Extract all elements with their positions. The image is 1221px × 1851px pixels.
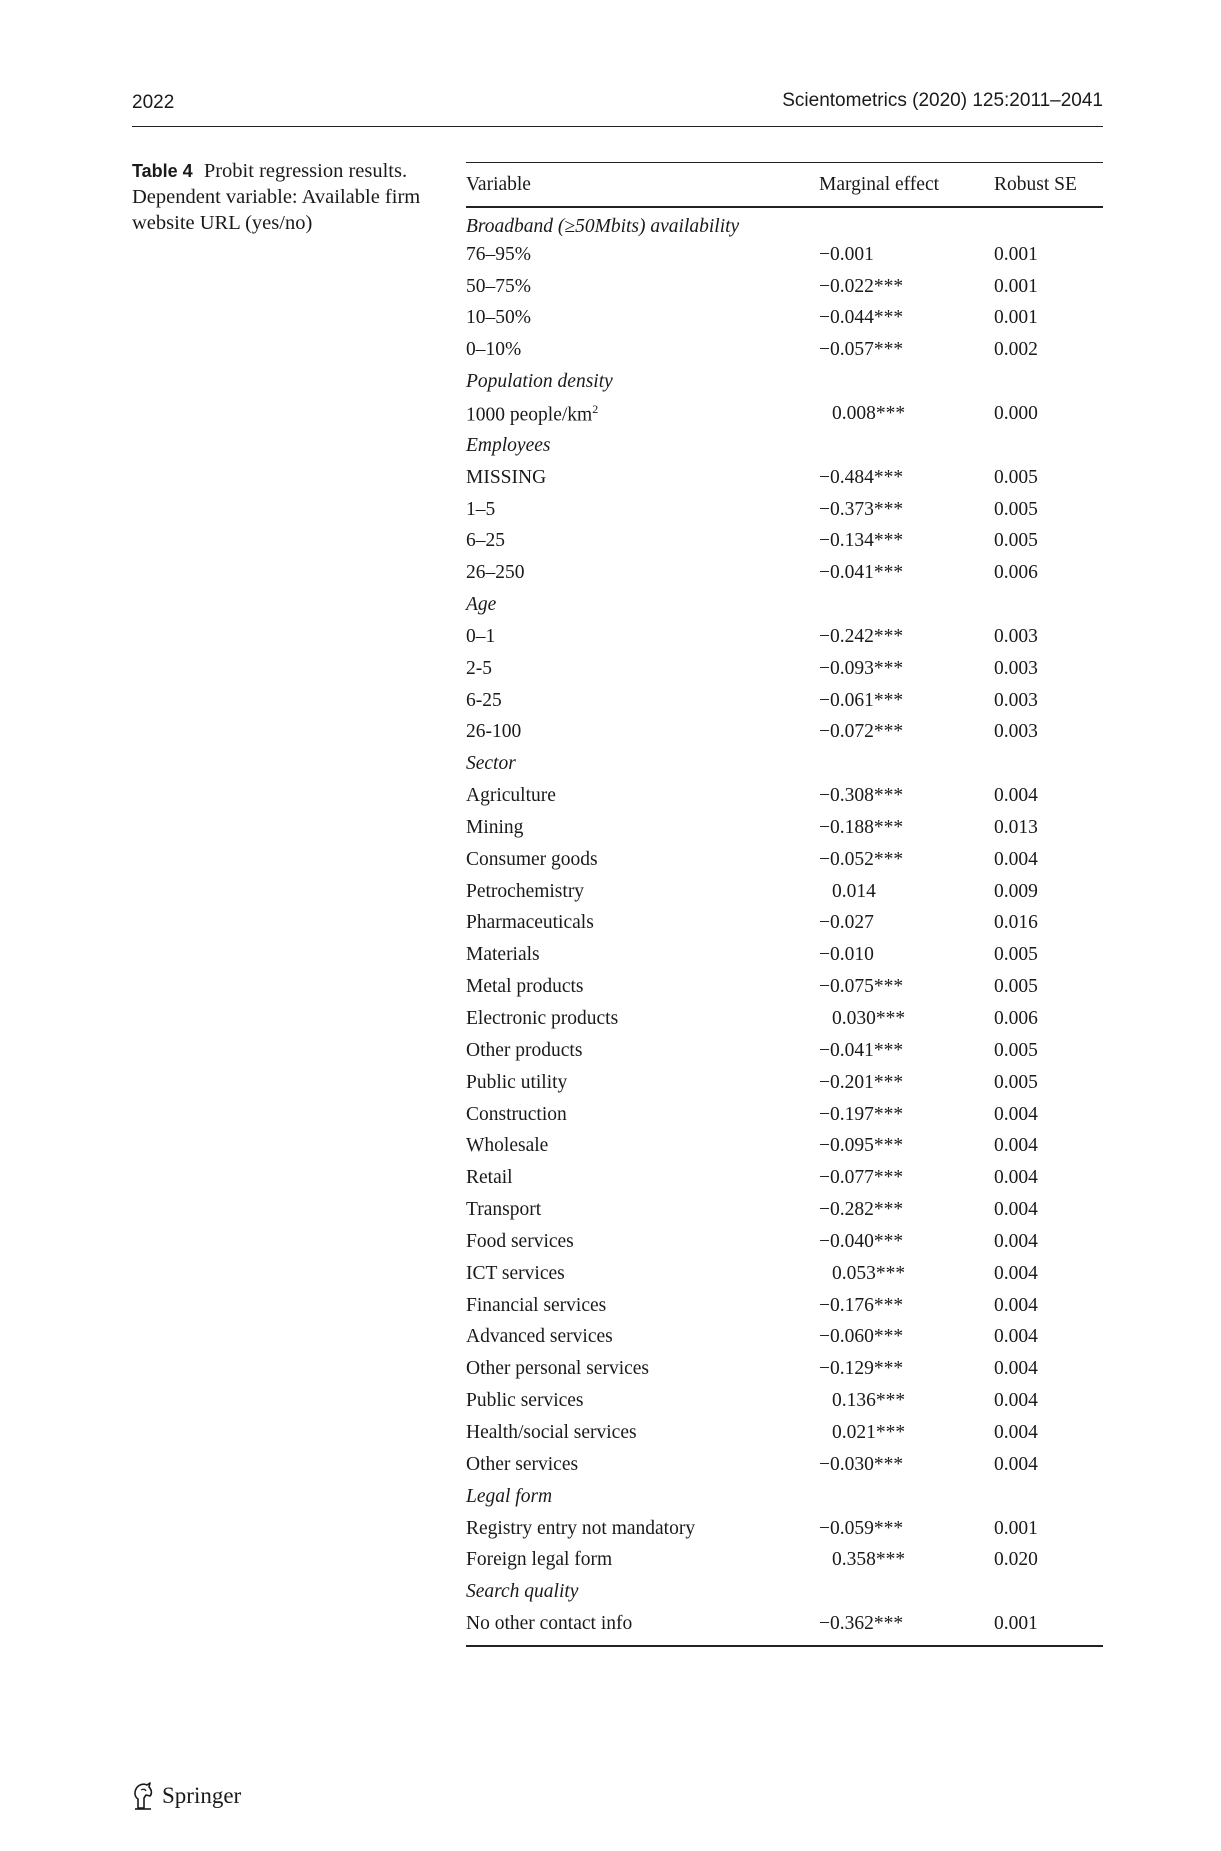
variable-label: Construction	[466, 1103, 567, 1125]
group-label: Legal form	[466, 1485, 553, 1507]
robust-se-cell: 0.004	[994, 1358, 1038, 1380]
variable-cell	[466, 398, 819, 430]
column-header-robust-se: Robust SE	[994, 173, 1077, 195]
robust-se-cell: 0.001	[994, 1613, 1038, 1635]
marginal-effect-cell	[819, 462, 994, 494]
variable-cell	[466, 1417, 819, 1449]
table-row	[466, 1322, 1103, 1354]
page-number: 2022	[132, 92, 175, 113]
variable-cell	[466, 1194, 819, 1226]
table-row	[466, 908, 1103, 940]
regression-table	[466, 162, 1103, 1640]
variable-label: Other products	[466, 1039, 583, 1061]
variable-label: 6–25	[466, 530, 505, 552]
variable-cell	[466, 1449, 819, 1481]
robust-se-cell: 0.004	[994, 1230, 1038, 1252]
marginal-effect-cell	[819, 1226, 994, 1258]
marginal-effect-value: −0.197***	[819, 1103, 904, 1125]
table-row	[466, 876, 1103, 908]
variable-cell	[466, 1385, 819, 1417]
variable-label: MISSING	[466, 466, 547, 488]
marginal-effect-cell	[819, 844, 994, 876]
variable-cell	[466, 1353, 819, 1385]
variable-label: Pharmaceuticals	[466, 912, 594, 934]
table-bottom-rule	[466, 1645, 1103, 1647]
table-group-row	[466, 1481, 1103, 1513]
table-row	[466, 685, 1103, 717]
table-row	[466, 557, 1103, 589]
robust-se-cell: 0.001	[994, 307, 1038, 329]
variable-cell	[466, 844, 819, 876]
variable-label: 50–75%	[466, 275, 531, 297]
table-row	[466, 1130, 1103, 1162]
marginal-effect-cell	[819, 780, 994, 812]
marginal-effect-value: −0.134***	[819, 530, 904, 552]
variable-cell	[466, 1035, 819, 1067]
robust-se-cell: 0.006	[994, 562, 1038, 584]
variable-label: Health/social services	[466, 1421, 637, 1443]
marginal-effect-value: −0.061***	[819, 689, 904, 711]
publisher-footer	[132, 1782, 241, 1810]
variable-cell	[466, 1130, 819, 1162]
variable-cell	[466, 1003, 819, 1035]
marginal-effect-value: −0.484***	[819, 466, 904, 488]
marginal-effect-cell	[819, 1417, 994, 1449]
robust-se-cell: 0.001	[994, 275, 1038, 297]
variable-label: No other contact info	[466, 1613, 633, 1635]
table-row	[466, 398, 1103, 430]
marginal-effect-value: −0.188***	[819, 816, 904, 838]
variable-cell	[466, 271, 819, 303]
marginal-effect-value: −0.040***	[819, 1230, 904, 1252]
variable-label: Financial services	[466, 1294, 607, 1316]
table-row	[466, 271, 1103, 303]
robust-se-cell: 0.004	[994, 1167, 1038, 1189]
marginal-effect-cell	[819, 1258, 994, 1290]
variable-cell	[466, 303, 819, 335]
marginal-effect-cell	[819, 1003, 994, 1035]
robust-se-cell: 0.004	[994, 1199, 1038, 1221]
variable-cell	[466, 908, 819, 940]
variable-cell	[466, 685, 819, 717]
table-row	[466, 717, 1103, 749]
marginal-effect-value: −0.001	[819, 243, 874, 265]
robust-se-cell: 0.005	[994, 1071, 1038, 1093]
robust-se-cell: 0.004	[994, 1294, 1038, 1316]
marginal-effect-cell	[819, 939, 994, 971]
marginal-effect-cell	[819, 557, 994, 589]
variable-cell	[466, 876, 819, 908]
variable-cell	[466, 621, 819, 653]
marginal-effect-cell	[819, 621, 994, 653]
table-row	[466, 621, 1103, 653]
robust-se-cell: 0.004	[994, 1135, 1038, 1157]
table-row	[466, 334, 1103, 366]
variable-label: 26-100	[466, 721, 522, 743]
robust-se-cell: 0.006	[994, 1008, 1038, 1030]
marginal-effect-cell	[819, 1162, 994, 1194]
marginal-effect-cell	[819, 1385, 994, 1417]
table-row	[466, 303, 1103, 335]
variable-label: Advanced services	[466, 1326, 613, 1348]
variable-cell	[466, 653, 819, 685]
variable-label: Food services	[466, 1230, 574, 1252]
marginal-effect-value: −0.308***	[819, 785, 904, 807]
marginal-effect-value: −0.201***	[819, 1071, 904, 1093]
variable-label: 0–1	[466, 625, 496, 647]
table-row	[466, 939, 1103, 971]
robust-se-cell: 0.003	[994, 689, 1038, 711]
table-row	[466, 1162, 1103, 1194]
table-row	[466, 1226, 1103, 1258]
robust-se-cell: 0.000	[994, 402, 1038, 424]
robust-se-cell: 0.003	[994, 625, 1038, 647]
variable-cell	[466, 462, 819, 494]
variable-label: 1–5	[466, 498, 496, 520]
variable-cell	[466, 525, 819, 557]
column-header-variable: Variable	[466, 173, 531, 195]
robust-se-cell: 0.020	[994, 1549, 1038, 1571]
robust-se-cell: 0.003	[994, 657, 1038, 679]
variable-cell	[466, 494, 819, 526]
variable-cell	[466, 1290, 819, 1322]
variable-label: 26–250	[466, 562, 525, 584]
marginal-effect-value: −0.075***	[819, 976, 904, 998]
variable-label: Metal products	[466, 976, 584, 998]
marginal-effect-cell	[819, 717, 994, 749]
variable-cell	[466, 1162, 819, 1194]
table-group-row	[466, 1576, 1103, 1608]
variable-cell	[466, 1099, 819, 1131]
group-label: Search quality	[466, 1581, 579, 1603]
marginal-effect-value: −0.077***	[819, 1167, 904, 1189]
table-row	[466, 1003, 1103, 1035]
table-row	[466, 1353, 1103, 1385]
header-rule	[132, 126, 1103, 127]
marginal-effect-cell	[819, 494, 994, 526]
marginal-effect-cell	[819, 1290, 994, 1322]
variable-cell	[466, 1226, 819, 1258]
table-row	[466, 653, 1103, 685]
marginal-effect-cell	[819, 971, 994, 1003]
table-caption-label: Table 4	[132, 161, 193, 181]
variable-label: Transport	[466, 1199, 542, 1221]
marginal-effect-cell	[819, 239, 994, 271]
marginal-effect-value: −0.176***	[819, 1294, 904, 1316]
marginal-effect-value: −0.282***	[819, 1199, 904, 1221]
table-row	[466, 1258, 1103, 1290]
robust-se-cell: 0.002	[994, 339, 1038, 361]
variable-label: Foreign legal form	[466, 1549, 613, 1571]
marginal-effect-value: −0.129***	[819, 1358, 904, 1380]
robust-se-cell: 0.001	[994, 243, 1038, 265]
running-head: Scientometrics (2020) 125:2011–2041	[782, 90, 1103, 111]
robust-se-cell: 0.005	[994, 944, 1038, 966]
table-group-row	[466, 366, 1103, 398]
marginal-effect-value: 0.021***	[832, 1421, 906, 1443]
table-row	[466, 1513, 1103, 1545]
variable-label: Mining	[466, 816, 524, 838]
table-row	[466, 1449, 1103, 1481]
marginal-effect-value: −0.010	[819, 944, 874, 966]
robust-se-cell: 0.016	[994, 912, 1038, 934]
marginal-effect-cell	[819, 525, 994, 557]
column-header-marginal-effect: Marginal effect	[819, 173, 940, 195]
robust-se-cell: 0.005	[994, 530, 1038, 552]
table-row	[466, 812, 1103, 844]
table-caption-text: Probit regression results. Dependent variable: Available firm website URL (yes/no)	[132, 160, 421, 234]
variable-label: Agriculture	[466, 785, 556, 807]
marginal-effect-value: −0.095***	[819, 1135, 904, 1157]
table-group-row	[466, 207, 1103, 239]
table-row	[466, 1035, 1103, 1067]
marginal-effect-cell	[819, 653, 994, 685]
marginal-effect-value: −0.093***	[819, 657, 904, 679]
robust-se-cell: 0.005	[994, 498, 1038, 520]
marginal-effect-value: −0.060***	[819, 1326, 904, 1348]
marginal-effect-cell	[819, 398, 994, 430]
group-label: Broadband (≥50Mbits) availability	[466, 216, 740, 238]
robust-se-cell: 0.004	[994, 848, 1038, 870]
table-row	[466, 525, 1103, 557]
marginal-effect-value: −0.059***	[819, 1517, 904, 1539]
marginal-effect-cell	[819, 1067, 994, 1099]
robust-se-cell: 0.013	[994, 816, 1038, 838]
table-row	[466, 971, 1103, 1003]
marginal-effect-cell	[819, 685, 994, 717]
robust-se-cell: 0.004	[994, 1390, 1038, 1412]
table-row	[466, 1385, 1103, 1417]
table-row	[466, 1290, 1103, 1322]
publisher-name: Springer	[162, 1783, 242, 1808]
marginal-effect-cell	[819, 1194, 994, 1226]
table-row	[466, 1194, 1103, 1226]
table-row	[466, 1067, 1103, 1099]
table-header-row	[466, 163, 1103, 208]
robust-se-cell: 0.004	[994, 785, 1038, 807]
variable-label: 76–95%	[466, 243, 531, 265]
marginal-effect-value: −0.373***	[819, 498, 904, 520]
marginal-effect-cell	[819, 303, 994, 335]
table-row	[466, 780, 1103, 812]
variable-cell	[466, 971, 819, 1003]
marginal-effect-cell	[819, 1322, 994, 1354]
variable-label: Registry entry not mandatory	[466, 1517, 696, 1539]
variable-cell	[466, 780, 819, 812]
variable-label: Public services	[466, 1390, 584, 1412]
robust-se-cell: 0.004	[994, 1262, 1038, 1284]
marginal-effect-value: −0.362***	[819, 1613, 904, 1635]
robust-se-cell: 0.009	[994, 880, 1038, 902]
variable-cell	[466, 812, 819, 844]
marginal-effect-value: 0.014	[832, 880, 876, 902]
variable-cell	[466, 1513, 819, 1545]
marginal-effect-cell	[819, 334, 994, 366]
robust-se-cell: 0.004	[994, 1326, 1038, 1348]
variable-label: 10–50%	[466, 307, 531, 329]
variable-label: 6-25	[466, 689, 502, 711]
marginal-effect-cell	[819, 908, 994, 940]
springer-horse-icon	[132, 1782, 154, 1810]
variable-cell	[466, 557, 819, 589]
variable-cell	[466, 1322, 819, 1354]
variable-label: 1000 people/km	[466, 404, 593, 426]
marginal-effect-value: 0.358***	[832, 1549, 906, 1571]
variable-label: Other services	[466, 1453, 579, 1475]
variable-cell	[466, 1608, 819, 1640]
marginal-effect-value: −0.027	[819, 912, 874, 934]
marginal-effect-cell	[819, 271, 994, 303]
variable-label: Public utility	[466, 1071, 568, 1093]
variable-cell	[466, 1067, 819, 1099]
marginal-effect-cell	[819, 1099, 994, 1131]
marginal-effect-value: −0.030***	[819, 1453, 904, 1475]
table-row	[466, 462, 1103, 494]
marginal-effect-value: −0.052***	[819, 848, 904, 870]
robust-se-cell: 0.003	[994, 721, 1038, 743]
variable-cell	[466, 239, 819, 271]
marginal-effect-cell	[819, 1513, 994, 1545]
variable-cell	[466, 334, 819, 366]
regression-table-wrapper	[466, 162, 1103, 1647]
variable-label: Electronic products	[466, 1008, 619, 1030]
variable-cell	[466, 939, 819, 971]
marginal-effect-value: 0.008***	[832, 402, 906, 424]
marginal-effect-cell	[819, 1544, 994, 1576]
robust-se-cell: 0.005	[994, 976, 1038, 998]
marginal-effect-value: −0.057***	[819, 339, 904, 361]
group-label: Age	[466, 594, 497, 616]
marginal-effect-value: −0.022***	[819, 275, 904, 297]
table-row	[466, 239, 1103, 271]
table-group-row	[466, 430, 1103, 462]
robust-se-cell: 0.005	[994, 466, 1038, 488]
variable-label: 0–10%	[466, 339, 522, 361]
robust-se-cell: 0.004	[994, 1421, 1038, 1443]
marginal-effect-cell	[819, 876, 994, 908]
marginal-effect-cell	[819, 1608, 994, 1640]
table-body	[466, 207, 1103, 1640]
table-row	[466, 1544, 1103, 1576]
table-row	[466, 844, 1103, 876]
marginal-effect-value: 0.030***	[832, 1008, 906, 1030]
variable-cell	[466, 1258, 819, 1290]
table-caption	[132, 158, 442, 236]
variable-cell	[466, 1544, 819, 1576]
table-row	[466, 1099, 1103, 1131]
table-group-row	[466, 589, 1103, 621]
variable-label: Consumer goods	[466, 848, 598, 870]
variable-label: ICT services	[466, 1262, 565, 1284]
marginal-effect-cell	[819, 812, 994, 844]
variable-label: Petrochemistry	[466, 880, 585, 902]
variable-label: Retail	[466, 1167, 513, 1189]
group-label: Sector	[466, 753, 516, 775]
marginal-effect-value: 0.136***	[832, 1390, 906, 1412]
marginal-effect-value: −0.242***	[819, 625, 904, 647]
variable-label: Materials	[466, 944, 540, 966]
table-row	[466, 1608, 1103, 1640]
variable-label: Other personal services	[466, 1358, 650, 1380]
marginal-effect-value: −0.041***	[819, 1039, 904, 1061]
marginal-effect-cell	[819, 1035, 994, 1067]
group-label: Population density	[466, 371, 613, 393]
robust-se-cell: 0.001	[994, 1517, 1038, 1539]
unit-superscript: 2	[592, 401, 599, 416]
variable-label: 2-5	[466, 657, 492, 679]
table-group-row	[466, 748, 1103, 780]
robust-se-cell: 0.004	[994, 1103, 1038, 1125]
group-label: Employees	[466, 434, 551, 456]
marginal-effect-cell	[819, 1449, 994, 1481]
marginal-effect-value: 0.053***	[832, 1262, 906, 1284]
table-row	[466, 494, 1103, 526]
marginal-effect-cell	[819, 1130, 994, 1162]
table-row	[466, 1417, 1103, 1449]
marginal-effect-value: −0.044***	[819, 307, 904, 329]
robust-se-cell: 0.004	[994, 1453, 1038, 1475]
variable-label: Wholesale	[466, 1135, 549, 1157]
variable-cell	[466, 717, 819, 749]
marginal-effect-cell	[819, 1353, 994, 1385]
marginal-effect-value: −0.041***	[819, 562, 904, 584]
robust-se-cell: 0.005	[994, 1039, 1038, 1061]
marginal-effect-value: −0.072***	[819, 721, 904, 743]
